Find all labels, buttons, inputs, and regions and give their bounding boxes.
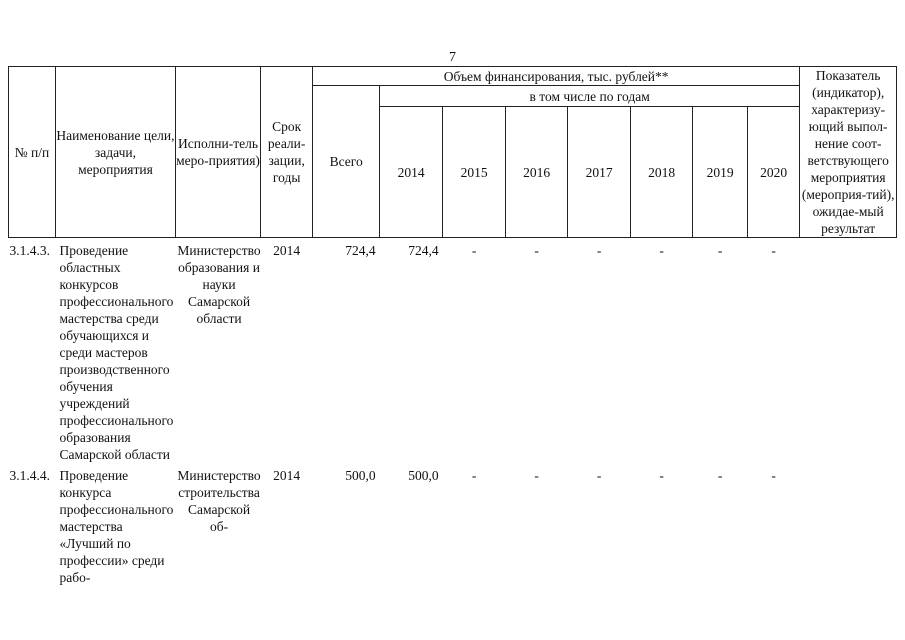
row-year-value: - <box>717 468 723 483</box>
header-by-years: в том числе по годам <box>380 86 800 107</box>
row-indicator <box>800 463 897 586</box>
row-year-value: - <box>659 243 664 258</box>
table-row <box>9 238 897 464</box>
row-num: 3.1.4.3. <box>9 243 50 258</box>
row-year-value: - <box>596 243 602 258</box>
row-year-value: - <box>659 468 664 483</box>
row-year-value: - <box>771 468 776 483</box>
row-executor: Министерство строительства Самарской об- <box>177 468 261 534</box>
row-total: 500,0 <box>345 468 376 483</box>
row-year-value: - <box>534 243 539 258</box>
table-header <box>9 67 897 238</box>
row-term: 2014 <box>273 243 301 258</box>
row-executor: Министерство образования и науки Самарской области <box>177 243 261 326</box>
row-total: 724,4 <box>345 243 376 258</box>
row-indicator <box>800 238 897 464</box>
header-name: Наименование цели, задачи, мероприятия <box>56 67 176 238</box>
row-year-value: - <box>534 468 539 483</box>
header-indicator: Показатель (индикатор), характеризу-ющий выпол-нение соот-ветствующего мероприятия (мероприя-тий), ожидае-мый результат <box>800 67 897 238</box>
row-name: Проведение областных конкурсов профессионального мастерства среди обучающихся и среди мастеров производственного обучения учреждений профессионального образования Самарской области <box>59 243 174 462</box>
header-year: 2015 <box>443 107 506 238</box>
funding-table <box>8 66 897 586</box>
header-executor: Исполни-тель меро-приятия) <box>175 67 260 238</box>
header-total: Всего <box>313 86 380 238</box>
row-year-value: - <box>471 243 477 258</box>
header-year: 2017 <box>568 107 631 238</box>
row-name: Проведение конкурса профессионального мастерства «Лучший по профессии» среди рабо- <box>59 468 174 585</box>
header-year: 2014 <box>380 107 443 238</box>
header-num: № п/п <box>9 67 56 238</box>
row-year-value: - <box>717 243 723 258</box>
header-term: Срок реали-зации, годы <box>261 67 313 238</box>
header-year: 2016 <box>506 107 568 238</box>
row-term: 2014 <box>273 468 301 483</box>
row-year-value: - <box>771 243 776 258</box>
row-year-value: - <box>471 468 477 483</box>
row-num: 3.1.4.4. <box>9 468 50 483</box>
row-year-value: 724,4 <box>408 243 439 258</box>
table-row <box>9 463 897 586</box>
header-funding: Объем финансирования, тыс. рублей** <box>313 67 800 86</box>
header-year: 2020 <box>748 107 800 238</box>
header-year: 2019 <box>693 107 748 238</box>
row-year-value: - <box>596 468 602 483</box>
row-year-value: 500,0 <box>408 468 439 483</box>
table-body <box>9 238 897 587</box>
page-number: 7 <box>449 50 456 65</box>
header-year: 2018 <box>631 107 693 238</box>
